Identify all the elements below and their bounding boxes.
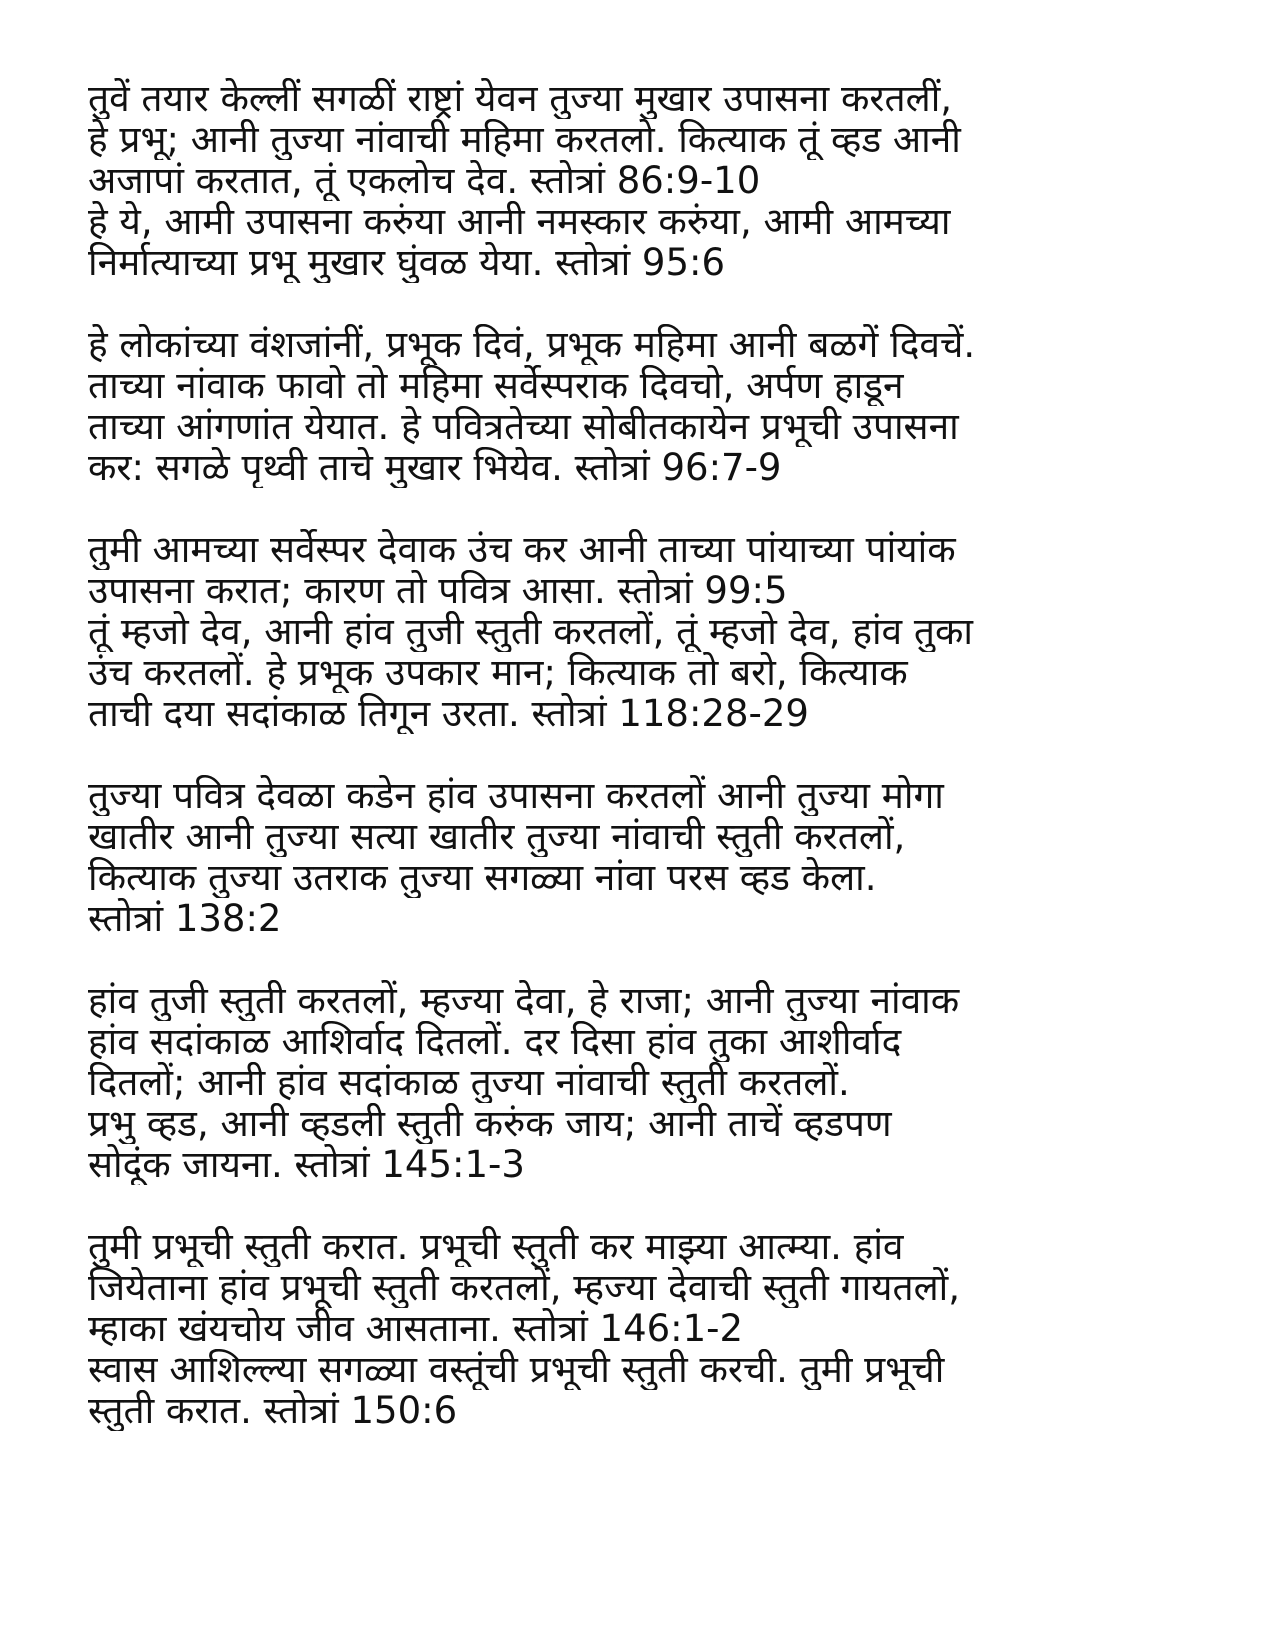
paragraph-gap <box>88 734 1218 775</box>
text-line: हे ये, आमी उपासना करुंया आनी नमस्कार करुंया, आमी आमच्या <box>88 201 951 242</box>
text-line: स्तुती करात. स्तोत्रां 150:6 <box>88 1390 458 1431</box>
paragraph-gap <box>88 488 1218 529</box>
text-line: निर्मात्याच्या प्रभू मुखार घुंवळ येया. स्तोत्रां 95:6 <box>88 242 726 283</box>
text-line: तुज्या पवित्र देवळा कडेन हांव उपासना करतलों आनी तुज्या मोगा <box>88 775 944 816</box>
text-line: ताच्या नांवाक फावो तो महिमा सर्वेस्पराक दिवचो, अर्पण हाडून <box>88 365 904 406</box>
text-line: उपासना करात; कारण तो पवित्र आसा. स्तोत्रां 99:5 <box>88 570 788 611</box>
text-line: हांव तुजी स्तुती करतलों, म्हज्या देवा, हे राजा; आनी तुज्या नांवाक <box>88 980 960 1021</box>
text-line: अजापां करतात, तूं एकलोच देव. स्तोत्रां 86:9-10 <box>88 160 761 201</box>
text-line: दितलों; आनी हांव सदांकाळ तुज्या नांवाची स्तुती करतलों. <box>88 1062 850 1103</box>
text-line: ताच्या आंगणांत येयात. हे पवित्रतेच्या सोबीतकायेन प्रभूची उपासना <box>88 406 959 447</box>
text-line: हे प्रभू; आनी तुज्या नांवाची महिमा करतलो. कित्याक तूं व्हड आनी <box>88 119 961 160</box>
text-line: स्वास आशिल्ल्या सगळ्या वस्तूंची प्रभूची स्तुती करची. तुमी प्रभूची <box>88 1349 945 1390</box>
paragraph-2 <box>88 324 1218 488</box>
text-line: तुवें तयार केल्लीं सगळीं राष्ट्रां येवन तुज्या मुखार उपासना करतलीं, <box>88 78 953 119</box>
paragraph-gap <box>88 283 1218 324</box>
text-line: हांव सदांकाळ आशिर्वाद दितलों. दर दिसा हांव तुका आशीर्वाद <box>88 1021 902 1062</box>
text-line: प्रभु व्हड, आनी व्हडली स्तुती करुंक जाय; आनी ताचें व्हडपण <box>88 1103 892 1144</box>
text-line: तूं म्हजो देव, आनी हांव तुजी स्तुती करतलों, तूं म्हजो देव, हांव तुका <box>88 611 973 652</box>
paragraph-gap <box>88 939 1218 980</box>
paragraph-3 <box>88 529 1218 734</box>
scripture-text-page <box>88 78 1218 1431</box>
text-line: कित्याक तुज्या उतराक तुज्या सगळ्या नांवा परस व्हड केला. <box>88 857 877 898</box>
paragraph-4 <box>88 775 1218 939</box>
text-line: कर: सगळे पृथ्वी ताचे मुखार भियेव. स्तोत्रां 96:7-9 <box>88 447 782 488</box>
text-line: ताची दया सदांकाळ तिगून उरता. स्तोत्रां 118:28-29 <box>88 693 809 734</box>
text-line: हे लोकांच्या वंशजांनीं, प्रभूक दिवं, प्रभूक महिमा आनी बळगें दिवचें. <box>88 324 976 365</box>
paragraph-6 <box>88 1226 1218 1431</box>
paragraph-5 <box>88 980 1218 1185</box>
text-line: उंच करतलों. हे प्रभूक उपकार मान; कित्याक तो बरो, कित्याक <box>88 652 908 693</box>
text-line: तुमी प्रभूची स्तुती करात. प्रभूची स्तुती कर माझ्या आत्म्या. हांव <box>88 1226 904 1267</box>
text-line: सोदूंक जायना. स्तोत्रां 145:1-3 <box>88 1144 525 1185</box>
text-line: स्तोत्रां 138:2 <box>88 898 282 939</box>
paragraph-1 <box>88 78 1218 283</box>
paragraph-gap <box>88 1185 1218 1226</box>
text-line: जियेताना हांव प्रभूची स्तुती करतलों, म्हज्या देवाची स्तुती गायतलों, <box>88 1267 961 1308</box>
text-line: तुमी आमच्या सर्वेस्पर देवाक उंच कर आनी ताच्या पांयाच्या पांयांक <box>88 529 956 570</box>
text-line: म्हाका खंयचोय जीव आसताना. स्तोत्रां 146:1-2 <box>88 1308 744 1349</box>
text-line: खातीर आनी तुज्या सत्या खातीर तुज्या नांवाची स्तुती करतलों, <box>88 816 906 857</box>
